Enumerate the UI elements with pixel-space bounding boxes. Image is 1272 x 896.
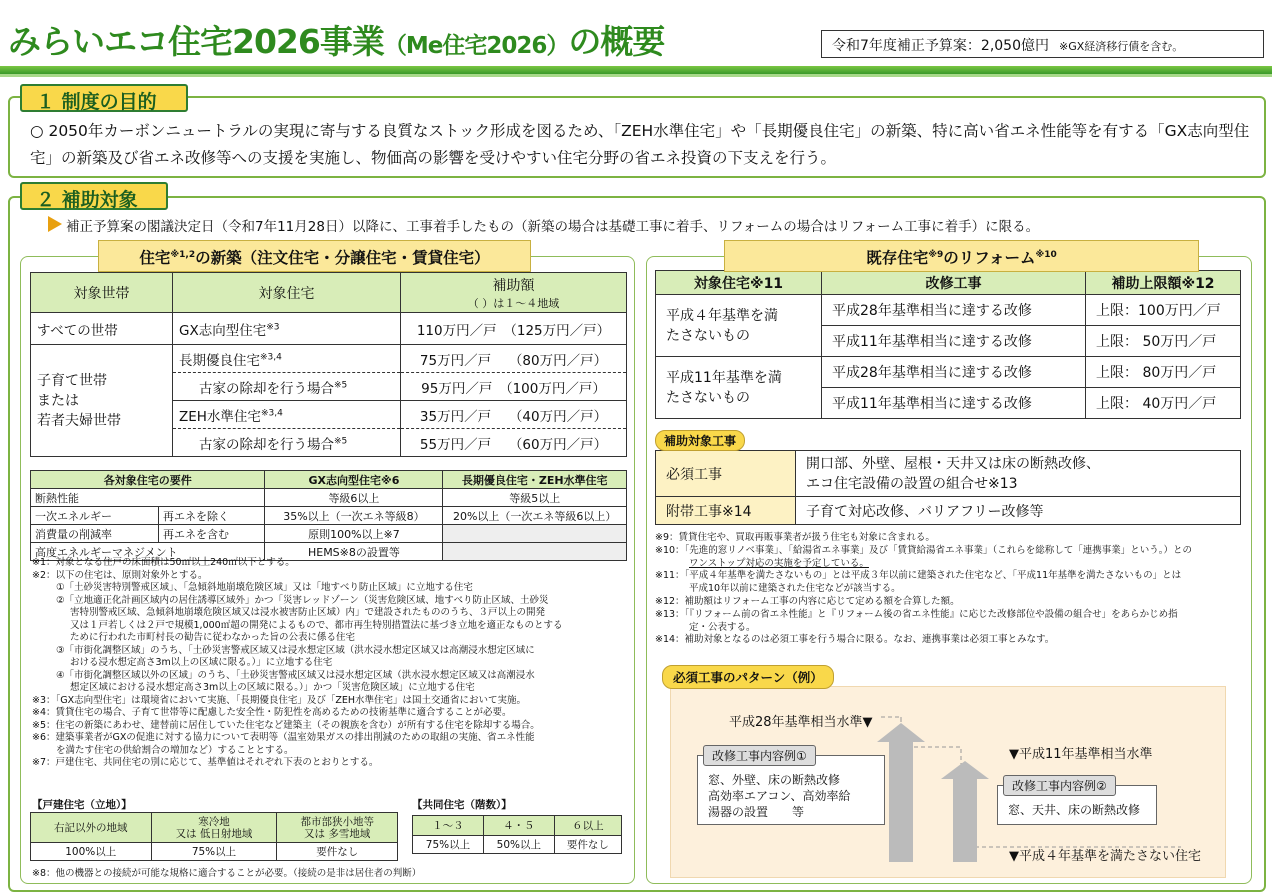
detached-table <box>30 812 398 861</box>
budget-box <box>821 30 1264 58</box>
case2-head: 改修工事内容例② <box>1003 775 1116 796</box>
table-row <box>656 295 1241 326</box>
req-cell: 高度エネルギーマネジメント <box>31 543 265 561</box>
req-cell: 消費量の削減率 <box>31 525 159 543</box>
note: ①「土砂災害特別警戒区域」、「急傾斜地崩壊危険区域」又は「地すべり防止区域」に立地する住宅 <box>56 582 473 593</box>
household-all: すべての世帯 <box>31 313 173 345</box>
collective-col: ４・５ <box>483 816 554 836</box>
col-amount <box>401 273 627 313</box>
note: 定・公表する。 <box>689 621 756 633</box>
table-row <box>656 271 1241 295</box>
house-sup: ※5 <box>334 436 348 446</box>
house-name: 古家の除却を行う場合 <box>199 436 334 453</box>
reform-heading-sup2: ※10 <box>1035 249 1057 260</box>
table-row <box>31 345 627 373</box>
reform-heading-b: のリフォーム <box>943 249 1036 267</box>
pattern-diagram <box>670 686 1226 878</box>
house-sup: ※3,4 <box>260 352 282 362</box>
table-row <box>31 489 627 507</box>
note: おける浸水想定高さ3m以上の区域に限る。）」に立地する住宅 <box>70 657 333 668</box>
note: ※1：対象となる住戸の床面積は50㎡以上240㎡以下とする。 <box>32 557 295 568</box>
house-name: 古家の除却を行う場合 <box>199 380 334 397</box>
req-h1: 各対象住宅の要件 <box>31 471 265 489</box>
note: ※13：「『リフォーム前の省エネ性能』と『リフォーム後の省エネ性能』に応じた改修部位や設備の組合せ」をあらかじめ指 <box>655 608 1178 620</box>
note8: ※8：他の機器との接続が可能な規格に適合することが必要。（接続の是非は居住者の判断） <box>32 868 422 879</box>
table-row <box>31 813 398 843</box>
collective-table <box>412 815 622 854</box>
house-name: ZEH水準住宅 <box>179 408 261 425</box>
req-cell: 20%以上（一次エネ等級6以上） <box>443 507 627 525</box>
note: ※6：建築事業者がGXの促進に対する協力について表明等（温室効果ガスの排出削減のための取組の実施、省エネ性能 <box>32 732 535 743</box>
col-amount-label: 補助額 <box>492 277 535 294</box>
note: を満たす住宅の供給割合の増加など）することとする。 <box>56 744 294 756</box>
note: 又は１戸若しくは２戸で規模1,000㎡超の開発によるもので、都市再生特別措置法に基づき立地を適正なものとする <box>70 619 563 631</box>
pattern-tag: 必須工事のパターン（例） <box>662 665 834 689</box>
reform-limit: 上限： 50万円／戸 <box>1086 326 1241 357</box>
reform-work: 平成11年基準相当に達する改修 <box>822 326 1086 357</box>
triangle-icon <box>48 216 62 232</box>
required-label: 必須工事 <box>656 451 796 497</box>
page-title <box>8 16 664 63</box>
amount-cell: 95万円／戸 （100万円／戸） <box>401 373 627 401</box>
col-house: 対象住宅 <box>173 273 401 313</box>
note: ※3：「GX志向型住宅」は環境省において実施、「長期優良住宅」及び「ZEH水準住宅」は国土交通省において実施。 <box>32 694 527 706</box>
reform-col: 対象住宅※11 <box>656 271 822 295</box>
reform-work: 平成28年基準相当に達する改修 <box>822 295 1086 326</box>
table-row <box>656 357 1241 388</box>
new-build-heading-a: 住宅 <box>139 249 171 267</box>
requirements-table <box>30 470 627 561</box>
amount-cell: 75万円／戸 （80万円／戸） <box>401 345 627 373</box>
req-h3: 長期優良住宅・ZEH水準住宅 <box>443 471 627 489</box>
note: ④「市街化調整区域以外の区域」のうち、「土砂災害警戒区域又は浸水想定区域（洪水浸水想定区域又は高潮浸水 <box>56 669 535 681</box>
note: ※12：補助額はリフォーム工事の内容に応じて定める額を合算した額。 <box>655 595 960 607</box>
works-table <box>655 450 1241 525</box>
req-cell: 原則100%以上※7 <box>265 525 443 543</box>
optional-label: 附帯工事※14 <box>656 497 796 525</box>
req-cell: 等級5以上 <box>443 489 627 507</box>
amount-cell: 110万円／戸 （125万円／戸） <box>401 313 627 345</box>
header-bar <box>0 66 1272 74</box>
budget-note: ※GX経済移行債を含む。 <box>1059 40 1184 53</box>
case2-text: 窓、天井、床の断熱改修 <box>997 785 1157 825</box>
note: 平成10年以前に建築された住宅などが該当する。 <box>689 583 901 595</box>
house-name: GX志向型住宅 <box>179 322 267 339</box>
table-row <box>656 451 1241 497</box>
reform-table <box>655 270 1241 419</box>
amount-cell: 55万円／戸 （60万円／戸） <box>401 429 627 457</box>
works-tag: 補助対象工事 <box>655 430 745 451</box>
reform-limit: 上限： 80万円／戸 <box>1086 357 1241 388</box>
detached-val: 75%以上 <box>151 843 277 861</box>
reform-col: 補助上限額※12 <box>1086 271 1241 295</box>
req-cell: 断熱性能 <box>31 489 265 507</box>
note: ※11：「平成４年基準を満たさないもの」とは平成３年以前に建築された住宅など、「平成11年基準を満たさないもの」とは <box>655 570 1182 582</box>
table-row <box>656 497 1241 525</box>
table-row <box>31 843 398 861</box>
reform-group-1: 平成４年基準を満 たさないもの <box>656 295 822 357</box>
req-cell: 35%以上（一次エネ等級8） <box>265 507 443 525</box>
detached-col: 寒冷地 又は 低日射地域 <box>151 813 277 843</box>
col-amount-note: （ ）は１～４地域 <box>467 296 560 310</box>
collective-col: １～３ <box>413 816 484 836</box>
budget-text: 令和7年度補正予算案：2,050億円 <box>832 38 1049 54</box>
note: ※5：住宅の新築にあわせ、建替前に居住していた住宅など建築主（その親族を含む）が所有する住宅を除却する場合。 <box>32 719 540 731</box>
house-cell <box>173 313 401 345</box>
reform-col: 改修工事 <box>822 271 1086 295</box>
title-sub: （Me住宅2026） <box>383 33 569 59</box>
collective-label: 【共同住宅（階数）】 <box>412 799 512 811</box>
level-bottom: ▼平成４年基準を満たさない住宅 <box>1009 849 1201 864</box>
household-family: 子育て世帯 または 若者夫婦世帯 <box>31 345 173 457</box>
reform-work: 平成28年基準相当に達する改修 <box>822 357 1086 388</box>
req-cell: 一次エネルギー <box>31 507 159 525</box>
reform-group-2: 平成11年基準を満 たさないもの <box>656 357 822 419</box>
house-sup: ※5 <box>334 380 348 390</box>
level-mid: ▼平成11年基準相当水準 <box>1009 747 1153 762</box>
case1-head: 改修工事内容例① <box>703 745 816 766</box>
amount-cell: 35万円／戸 （40万円／戸） <box>401 401 627 429</box>
note: ために行われた市町村長の勧告に従わなかった旨の公表に係る住宅 <box>70 632 356 643</box>
reform-heading <box>724 240 1199 272</box>
req-cell: 等級6以上 <box>265 489 443 507</box>
table-row <box>31 507 627 525</box>
optional-text: 子育て対応改修、バリアフリー改修等 <box>796 497 1241 525</box>
level-top: 平成28年基準相当水準▼ <box>729 715 873 730</box>
req-cell: 再エネを含む <box>159 525 265 543</box>
reform-limit: 上限：100万円／戸 <box>1086 295 1241 326</box>
house-cell <box>173 429 401 457</box>
detached-val: 要件なし <box>277 843 398 861</box>
house-sup: ※3,4 <box>260 408 283 418</box>
note: ②「立地適正化計画区域内の居住誘導区域外」かつ「災害レッドゾーン（災害危険区域、地すべり防止区域、土砂災 <box>56 594 549 606</box>
reform-heading-a: 既存住宅 <box>866 249 929 267</box>
req-h2: GX志向型住宅※6 <box>265 471 443 489</box>
new-build-heading-sup: ※1,2 <box>170 249 196 260</box>
col-household: 対象世帯 <box>31 273 173 313</box>
table-row <box>31 471 627 489</box>
required-text: 開口部、外壁、屋根・天井又は床の断熱改修、 エコ住宅設備の設置の組合せ※13 <box>796 451 1241 497</box>
right-notes <box>655 532 1245 647</box>
note: ※10：「先進的窓リノベ事業」、「給湯省エネ事業」及び「賃貸給湯省エネ事業」（これらを総称して「連携事業」という。）との <box>655 544 1193 556</box>
section1-label: １ 制度の目的 <box>20 84 188 112</box>
new-build-heading <box>98 240 531 272</box>
note: ③「市街化調整区域」のうち、「土砂災害警戒区域又は浸水想定区域（洪水浸水想定区域又は高潮浸水想定区域に <box>56 644 535 656</box>
collective-val: 要件なし <box>554 836 621 854</box>
house-cell <box>173 373 401 401</box>
detached-col: 都市部狭小地等 又は 多雪地域 <box>277 813 398 843</box>
title-main: みらいエコ住宅2026事業 <box>8 22 384 61</box>
house-cell <box>173 401 401 429</box>
collective-val: 75%以上 <box>413 836 484 854</box>
req-empty <box>443 525 627 543</box>
detached-val: 100%以上 <box>31 843 152 861</box>
case1-text: 窓、外壁、床の断熱改修 高効率エアコン、高効率給 湯器の設置 等 <box>697 755 885 825</box>
header-bar-light <box>0 74 1272 77</box>
note: ワンストップ対応の実施を予定している。 <box>689 557 869 569</box>
note: ※4：賃貸住宅の場合、子育て世帯等に配慮した安全性・防犯性を高めるための技術基準に適合することが必要。 <box>32 707 512 718</box>
section2-label: ２ 補助対象 <box>20 182 168 210</box>
reform-limit: 上限： 40万円／戸 <box>1086 388 1241 419</box>
collective-col: ６以上 <box>554 816 621 836</box>
reform-heading-sup: ※9 <box>928 249 944 260</box>
reform-work: 平成11年基準相当に達する改修 <box>822 388 1086 419</box>
table-row <box>31 525 627 543</box>
req-cell: 再エネを除く <box>159 507 265 525</box>
note: 害特別警戒区域、急傾斜地崩壊危険区域又は浸水被害防止区域）内」で建設されたもののうち、３戸以上の開発 <box>70 607 546 618</box>
new-build-table <box>30 272 627 457</box>
table-row <box>413 816 622 836</box>
note: ※7：戸建住宅、共同住宅の別に応じて、基準値はそれぞれ下表のとおりとする。 <box>32 757 379 768</box>
title-suffix: の概要 <box>568 22 665 61</box>
left-notes <box>32 557 630 770</box>
table-row <box>31 313 627 345</box>
collective-val: 50%以上 <box>483 836 554 854</box>
note: 想定区域における浸水想定高さ3m以上の区域に限る。）」かつ「災害危険区域」に立地する住宅 <box>70 682 475 693</box>
table-row <box>413 836 622 854</box>
house-name: 長期優良住宅 <box>179 352 260 369</box>
req-cell: HEMS※8の設置等 <box>265 543 443 561</box>
house-cell <box>173 345 401 373</box>
section1-text: ○ 2050年カーボンニュートラルの実現に寄与する良質なストック形成を図るため、「ZEH水準住宅」や「長期優良住宅」の新築、特に高い省エネ性能等を有する「GX志向型住宅」の新築及び省エネ改修等への支援を実施し、物価高の影響を受けやすい住宅分野の省エネ投資の下支えを行う。 <box>30 122 1250 167</box>
note: ※2：以下の住宅は、原則対象外とする。 <box>32 569 208 581</box>
detached-col: 右記以外の地域 <box>31 813 152 843</box>
new-build-heading-b: の新築（注文住宅・分譲住宅・賃貸住宅） <box>195 249 490 267</box>
note: ※14：補助対象となるのは必須工事を行う場合に限る。なお、連携事業は必須工事とみなす。 <box>655 634 1055 646</box>
house-sup: ※3 <box>266 322 280 332</box>
detached-label: 【戸建住宅（立地）】 <box>32 799 132 811</box>
note: ※9：賃貸住宅や、買取再販事業者が扱う住宅も対象に含まれる。 <box>655 532 935 543</box>
section2-note: 補正予算案の閣議決定日（令和7年11月28日）以降に、工事着手したもの（新築の場合は基礎工事に着手、リフォームの場合はリフォーム工事に着手）に限る。 <box>66 219 1040 235</box>
